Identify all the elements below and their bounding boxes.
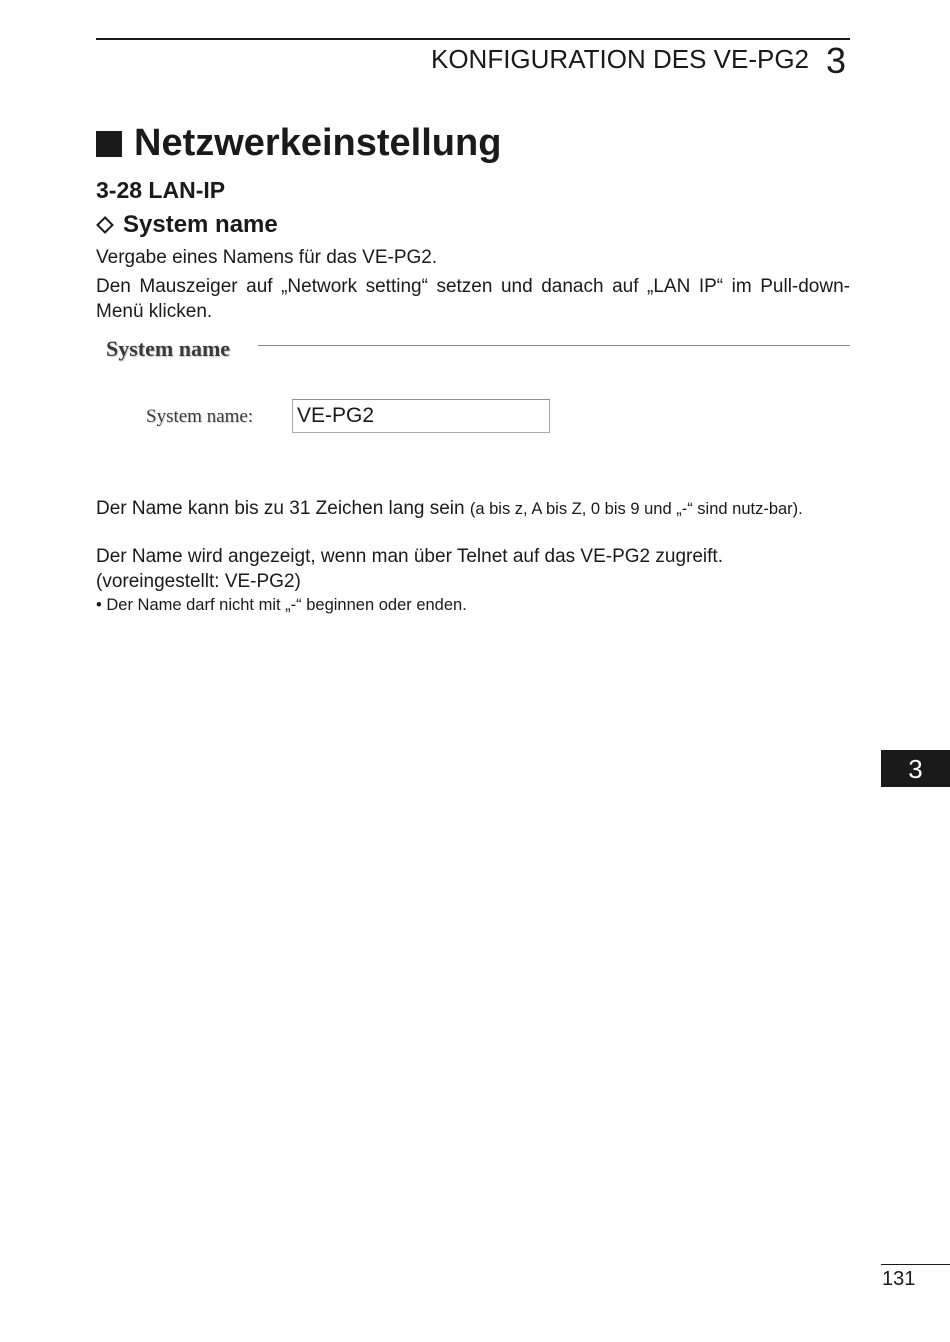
item-heading <box>96 211 278 239</box>
subsection-title: 3-28 LAN-IP <box>96 177 226 203</box>
intro-line-2: Den Mauszeiger auf „Network setting“ setzen und danach auf „LAN IP“ im Pull-down-Menü klicken. <box>96 276 850 322</box>
system-name-label: System name: <box>146 406 254 427</box>
group-divider <box>258 345 850 346</box>
length-note-detail: (a bis z, A bis Z, 0 bis 9 und „-“ sind nutz-bar). <box>469 500 803 518</box>
page-number: 131 <box>882 1268 916 1290</box>
diamond-outline-icon <box>96 216 114 234</box>
length-note <box>96 496 850 522</box>
chapter-side-tab: 3 <box>881 750 950 787</box>
chapter-number: 3 <box>826 40 847 81</box>
item-heading-text: System name <box>123 211 278 238</box>
header-rule <box>96 38 850 40</box>
length-note-main: Der Name kann bis zu 31 Zeichen lang sein <box>96 498 465 519</box>
chapter-title: KONFIGURATION DES VE-PG2 <box>430 44 809 74</box>
section-heading <box>96 122 501 165</box>
settings-screenshot <box>96 330 850 445</box>
black-square-icon <box>96 131 122 157</box>
bullet-note: • Der Name darf nicht mit „-“ beginnen oder enden. <box>96 596 467 614</box>
intro-line-1: Vergabe eines Namens für das VE-PG2. <box>96 247 438 268</box>
system-name-input[interactable]: VE-PG2 <box>292 399 550 433</box>
group-title: System name <box>106 336 231 361</box>
section-heading-text: Netzwerkeinstellung <box>134 122 502 164</box>
telnet-note: Der Name wird angezeigt, wenn man über Telnet auf das VE-PG2 zugreift. <box>96 546 723 567</box>
default-note: (voreingestellt: VE-PG2) <box>96 571 301 592</box>
footer-rule <box>881 1264 950 1265</box>
